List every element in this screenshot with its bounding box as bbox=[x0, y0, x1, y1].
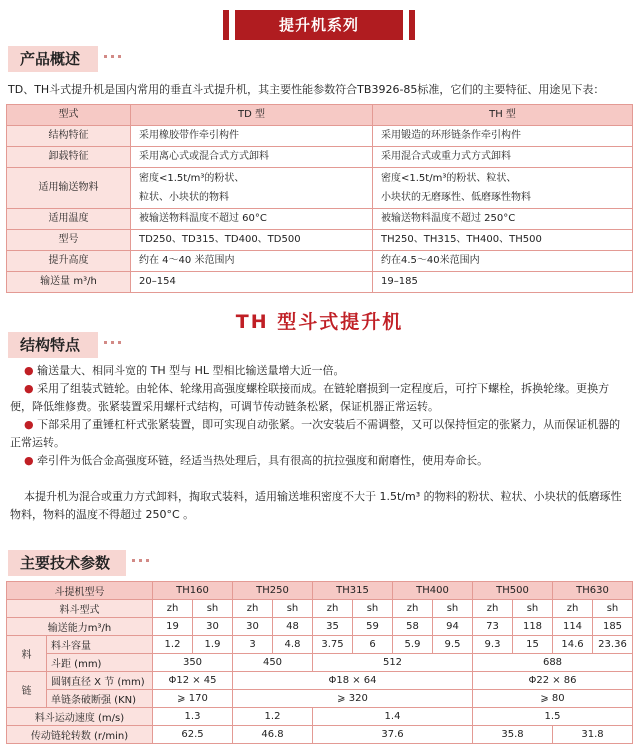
table-row bbox=[7, 672, 633, 690]
table-cell: 48 bbox=[273, 618, 313, 636]
table-cell: 114 bbox=[553, 618, 593, 636]
header-cell: TH160 bbox=[153, 582, 233, 600]
spec-table bbox=[6, 581, 633, 744]
table-cell: 688 bbox=[473, 654, 633, 672]
table-cell: 30 bbox=[193, 618, 233, 636]
intro-text: TD、TH斗式提升机是国内常用的垂直斗式提升机，其主要性能参数符合TB3926-85标准，它们的主要特征、用途见下表： bbox=[8, 83, 605, 96]
header-cell: TD 型 bbox=[131, 105, 373, 126]
table-cell: sh bbox=[353, 600, 393, 618]
row-label: 斗提机型号 bbox=[7, 582, 153, 600]
row-label: 型号 bbox=[7, 230, 131, 251]
table-cell: 3 bbox=[233, 636, 273, 654]
table-cell: ⩾ 80 bbox=[473, 690, 633, 708]
table-row bbox=[7, 708, 633, 726]
table-cell: 采用橡胶带作牵引构件 bbox=[131, 126, 373, 147]
list-item: ● 输送量大、相同斗宽的 TH 型与 HL 型相比输送量增大近一倍。 bbox=[24, 364, 345, 377]
table-header-row bbox=[7, 105, 633, 126]
table-cell: 30 bbox=[233, 618, 273, 636]
table-cell: 46.8 bbox=[233, 726, 313, 744]
header-cell: TH315 bbox=[313, 582, 393, 600]
table-cell: 19 bbox=[153, 618, 193, 636]
table-cell: 37.6 bbox=[313, 726, 473, 744]
table-cell: 9.5 bbox=[433, 636, 473, 654]
table-cell: 35.8 bbox=[473, 726, 553, 744]
description-paragraph: 本提升机为混合或重力方式卸料，掏取式装料，适用输送堆积密度不大于 1.5t/m³ 的物料的粉状、粒状、小块状的低磨琢性物料，物料的温度不得超过 250°C 。 bbox=[10, 490, 622, 521]
table-cell: zh bbox=[393, 600, 433, 618]
table-cell: ⩾ 320 bbox=[233, 690, 473, 708]
table-cell: TH250、TH315、TH400、TH500 bbox=[373, 230, 633, 251]
feature-list bbox=[10, 362, 630, 470]
banner-left-bar bbox=[223, 10, 229, 40]
table-cell: sh bbox=[273, 600, 313, 618]
table-cell: 被输送物料温度不超过 60°C bbox=[131, 209, 373, 230]
table-cell: sh bbox=[513, 600, 553, 618]
table-cell: 采用混合式或重力式方式卸料 bbox=[373, 147, 633, 168]
group-label: 链 bbox=[7, 672, 47, 708]
table-cell: Φ18 × 64 bbox=[233, 672, 473, 690]
table-cell: Φ22 × 86 bbox=[473, 672, 633, 690]
table-row bbox=[7, 636, 633, 654]
table-cell: 3.75 bbox=[313, 636, 353, 654]
row-label: 料斗运动速度 (m/s) bbox=[7, 708, 153, 726]
header-cell: TH400 bbox=[393, 582, 473, 600]
table-cell: zh bbox=[553, 600, 593, 618]
table-row bbox=[7, 726, 633, 744]
table-cell: sh bbox=[433, 600, 473, 618]
table-cell: 1.9 bbox=[193, 636, 233, 654]
list-item: ● 牵引件为低合金高强度环链，经适当热处理后，具有很高的抗拉强度和耐磨性，使用寿命长。 bbox=[24, 454, 489, 467]
table-row bbox=[7, 618, 633, 636]
table-cell: 1.5 bbox=[473, 708, 633, 726]
table-cell: zh bbox=[473, 600, 513, 618]
table-cell: 35 bbox=[313, 618, 353, 636]
table-cell: zh bbox=[153, 600, 193, 618]
header-cell: 型式 bbox=[7, 105, 131, 126]
bullet-icon: ● bbox=[24, 418, 34, 431]
header-cell: TH 型 bbox=[373, 105, 633, 126]
table-cell: 118 bbox=[513, 618, 553, 636]
row-label: 圆钢直径 X 节 (mm) bbox=[47, 672, 153, 690]
table-cell: 450 bbox=[233, 654, 313, 672]
table-row bbox=[7, 126, 633, 147]
title-banner bbox=[223, 10, 415, 40]
table-cell: TD250、TD315、TD400、TD500 bbox=[131, 230, 373, 251]
row-label: 结构特征 bbox=[7, 126, 131, 147]
row-label: 提升高度 bbox=[7, 251, 131, 272]
row-label: 输送量 m³/h bbox=[7, 272, 131, 293]
comparison-table bbox=[6, 104, 633, 293]
table-cell: 185 bbox=[593, 618, 633, 636]
table-cell: 94 bbox=[433, 618, 473, 636]
bullet-icon: ● bbox=[24, 364, 34, 377]
header-cell: TH500 bbox=[473, 582, 553, 600]
table-cell: sh bbox=[193, 600, 233, 618]
row-label: 料斗容量 bbox=[47, 636, 153, 654]
table-header-row bbox=[7, 582, 633, 600]
table-cell: 1.4 bbox=[313, 708, 473, 726]
row-label: 单链条破断强 (KN) bbox=[47, 690, 153, 708]
table-row bbox=[7, 147, 633, 168]
section-title: 结构特点 bbox=[20, 336, 81, 354]
table-cell: 19–185 bbox=[373, 272, 633, 293]
table-cell: 73 bbox=[473, 618, 513, 636]
section-title: 产品概述 bbox=[20, 50, 81, 68]
table-cell: 31.8 bbox=[553, 726, 633, 744]
table-cell: sh bbox=[593, 600, 633, 618]
bullet-icon: ● bbox=[24, 382, 34, 395]
table-cell: 1.2 bbox=[233, 708, 313, 726]
list-item: ● 采用了组装式链轮。由轮体、轮缘用高强度螺栓联接而成。在链轮磨损到一定程度后，可拧下螺栓，拆换轮缘。更换方便，降低维修费。张紧装置采用螺杆式结构，可调节传动链条松紧，保证机器正常运转。 bbox=[10, 382, 610, 413]
table-cell: 62.5 bbox=[153, 726, 233, 744]
table-row bbox=[7, 251, 633, 272]
bullet-icon: ● bbox=[24, 454, 34, 467]
table-cell: Φ12 × 45 bbox=[153, 672, 233, 690]
row-label: 传动链轮转数 (r/min) bbox=[7, 726, 153, 744]
table-row bbox=[7, 209, 633, 230]
table-cell: 约在 4～40 米范围内 bbox=[131, 251, 373, 272]
table-cell: 512 bbox=[313, 654, 473, 672]
product-subtitle: TH 型斗式提升机 bbox=[235, 311, 404, 333]
row-label: 输送能力m³/h bbox=[7, 618, 153, 636]
table-cell: ⩾ 170 bbox=[153, 690, 233, 708]
table-row bbox=[7, 600, 633, 618]
table-row bbox=[7, 168, 633, 209]
table-cell: 4.8 bbox=[273, 636, 313, 654]
row-label: 料斗型式 bbox=[7, 600, 153, 618]
row-label: 适用输送物料 bbox=[7, 168, 131, 209]
table-cell: 6 bbox=[353, 636, 393, 654]
header-cell: TH630 bbox=[553, 582, 633, 600]
table-cell: 15 bbox=[513, 636, 553, 654]
table-cell: 350 bbox=[153, 654, 233, 672]
table-cell: 23.36 bbox=[593, 636, 633, 654]
table-cell: 被输送物料温度不超过 250°C bbox=[373, 209, 633, 230]
table-row bbox=[7, 230, 633, 251]
section-heading-structure bbox=[8, 332, 128, 358]
table-row bbox=[7, 654, 633, 672]
table-row bbox=[7, 272, 633, 293]
table-cell: zh bbox=[233, 600, 273, 618]
section-heading-params bbox=[8, 550, 158, 576]
table-cell: 20–154 bbox=[131, 272, 373, 293]
banner-right-bar bbox=[409, 10, 415, 40]
table-cell: 密度<1.5t/m³的粉状、粒状、 小块状的无磨琢性、低磨琢性物料 bbox=[373, 168, 633, 209]
table-cell: 约在4.5～40米范围内 bbox=[373, 251, 633, 272]
table-cell: 密度<1.5t/m³的粉状、 粒状、小块状的物料 bbox=[131, 168, 373, 209]
table-cell: zh bbox=[313, 600, 353, 618]
group-label: 料 bbox=[7, 636, 47, 672]
table-cell: 采用锻造的环形链条作牵引构件 bbox=[373, 126, 633, 147]
table-cell: 采用离心式或混合式方式卸料 bbox=[131, 147, 373, 168]
table-cell: 5.9 bbox=[393, 636, 433, 654]
row-label: 适用温度 bbox=[7, 209, 131, 230]
list-item: ● 下部采用了重锤杠杆式张紧装置，即可实现自动张紧。一次安装后不需调整，又可以保持恒定的张紧力，从而保证机器的正常运转。 bbox=[10, 418, 621, 449]
table-row bbox=[7, 690, 633, 708]
section-title: 主要技术参数 bbox=[20, 554, 111, 572]
table-cell: 9.3 bbox=[473, 636, 513, 654]
table-cell: 59 bbox=[353, 618, 393, 636]
page-title: 提升机系列 bbox=[235, 10, 403, 40]
section-heading-overview bbox=[8, 46, 128, 72]
table-cell: 1.3 bbox=[153, 708, 233, 726]
header-cell: TH250 bbox=[233, 582, 313, 600]
table-cell: 1.2 bbox=[153, 636, 193, 654]
row-label: 斗距 (mm) bbox=[47, 654, 153, 672]
row-label: 卸载特征 bbox=[7, 147, 131, 168]
table-cell: 14.6 bbox=[553, 636, 593, 654]
table-cell: 58 bbox=[393, 618, 433, 636]
